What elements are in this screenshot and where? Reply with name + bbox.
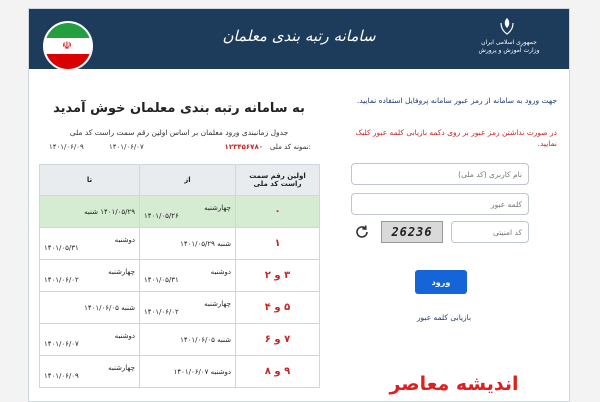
row-to-date: ۱۴۰۱/۰۶/۰۵: [84, 303, 119, 312]
row-to-day: چهارشنبه: [108, 363, 135, 372]
row-from: [140, 196, 236, 228]
captcha-image: 26236: [381, 221, 443, 243]
row-to-date: ۱۴۰۱/۰۵/۳۱: [44, 243, 79, 252]
row-to-day: دوشنبه: [114, 331, 135, 340]
table-row: [40, 228, 320, 260]
government-emblem-icon: [499, 17, 515, 35]
sample-code: ۱۲۳۴۵۶۷۸۰: [224, 143, 263, 151]
table-row: [40, 260, 320, 292]
column-header-from: از: [140, 165, 236, 196]
row-code: ۹ و ۸: [236, 356, 320, 388]
sample-label: نمونه کد ملی:: [269, 143, 311, 151]
table-row: [40, 324, 320, 356]
row-from-day: چهارشنبه: [204, 203, 231, 212]
row-to-date: ۱۴۰۱/۰۶/۰۹: [44, 371, 79, 380]
row-to: [40, 356, 140, 388]
row-to: [40, 260, 140, 292]
app-frame: [28, 8, 570, 402]
row-code: ۳ و ۲: [236, 260, 320, 292]
login-panel: [339, 73, 569, 401]
row-from-date: ۱۴۰۱/۰۶/۰۵: [180, 335, 215, 344]
row-from-day: چهارشنبه: [204, 299, 231, 308]
row-to-day: چهارشنبه: [108, 267, 135, 276]
table-description: جدول زمانبندی ورود معلمان بر اساس اولین رقم سمت راست کد ملی: [69, 128, 289, 137]
row-from: [140, 292, 236, 324]
iran-flag-icon: ☫: [43, 21, 93, 71]
row-from: [140, 356, 236, 388]
row-to-date: ۱۴۰۱/۰۶/۰۲: [44, 275, 79, 284]
row-from-day: شنبه: [217, 239, 231, 248]
row-from-day: دوشنبه: [210, 367, 231, 376]
refresh-captcha-icon[interactable]: [353, 223, 371, 241]
login-button[interactable]: ورود: [415, 270, 467, 294]
login-intro-text: جهت ورود به سامانه از رمز عبور سامانه پروفایل استفاده نمایید.: [356, 96, 557, 105]
row-from-date: ۱۴۰۱/۰۶/۰۷: [173, 367, 209, 376]
row-from: [140, 324, 236, 356]
ministry-line-1: جمهوری اسلامی ایران: [481, 39, 537, 46]
watermark: اندیشه معاصر: [389, 373, 519, 395]
captcha-input[interactable]: [451, 221, 529, 243]
row-from-day: دوشنبه: [210, 267, 231, 276]
row-to: [40, 292, 140, 324]
row-to: [40, 228, 140, 260]
row-to-day: شنبه: [84, 207, 98, 216]
password-input[interactable]: [351, 193, 529, 215]
username-input[interactable]: [351, 163, 529, 185]
sample-from: ۱۴۰۱/۰۶/۰۷: [109, 143, 144, 151]
site-title: سامانه رتبه بندی معلمان: [222, 27, 376, 45]
row-from: [140, 228, 236, 260]
row-to: [40, 196, 140, 228]
site-header: [29, 9, 569, 69]
row-code: ۰: [236, 196, 320, 228]
row-to-day: شنبه: [121, 303, 135, 312]
row-to-date: ۱۴۰۱/۰۶/۰۷: [44, 339, 79, 348]
table-row: [40, 356, 320, 388]
column-header-to: تا: [40, 165, 140, 196]
table-header-row: [40, 165, 320, 196]
schedule-section: [29, 73, 329, 401]
row-code: ۵ و ۴: [236, 292, 320, 324]
ministry-line-2: وزارت آموزش و پرورش: [478, 47, 540, 54]
row-code: ۷ و ۶: [236, 324, 320, 356]
column-header-code: اولین رقم سمت راست کد ملی: [236, 165, 320, 196]
welcome-heading: به سامانه رتبه بندی معلمان خوش آمدید: [53, 101, 305, 116]
row-from-date: ۱۴۰۱/۰۵/۲۶: [144, 211, 179, 220]
row-from-date: ۱۴۰۱/۰۵/۲۹: [180, 239, 215, 248]
row-from-date: ۱۴۰۱/۰۶/۰۲: [144, 307, 179, 316]
row-from: [140, 260, 236, 292]
forgot-password-link[interactable]: بازیابی کلمه عبور: [416, 313, 472, 322]
row-code: ۱: [236, 228, 320, 260]
row-to: [40, 324, 140, 356]
row-to-date: ۱۴۰۱/۰۵/۲۹: [100, 207, 135, 216]
ministry-name: [469, 39, 549, 55]
sample-row: [39, 143, 319, 155]
table-row: [40, 292, 320, 324]
table-row: [40, 196, 320, 228]
login-warning-text: در صورت نداشتن رمز عبور بر روی دکمه بازیابی کلمه عبور کلیک نمایید.: [355, 128, 557, 148]
row-from-day: شنبه: [217, 335, 231, 344]
row-from-date: ۱۴۰۱/۰۵/۳۱: [144, 275, 179, 284]
sample-to: ۱۴۰۱/۰۶/۰۹: [49, 143, 84, 151]
schedule-table: [39, 164, 320, 388]
row-to-day: دوشنبه: [114, 235, 135, 244]
